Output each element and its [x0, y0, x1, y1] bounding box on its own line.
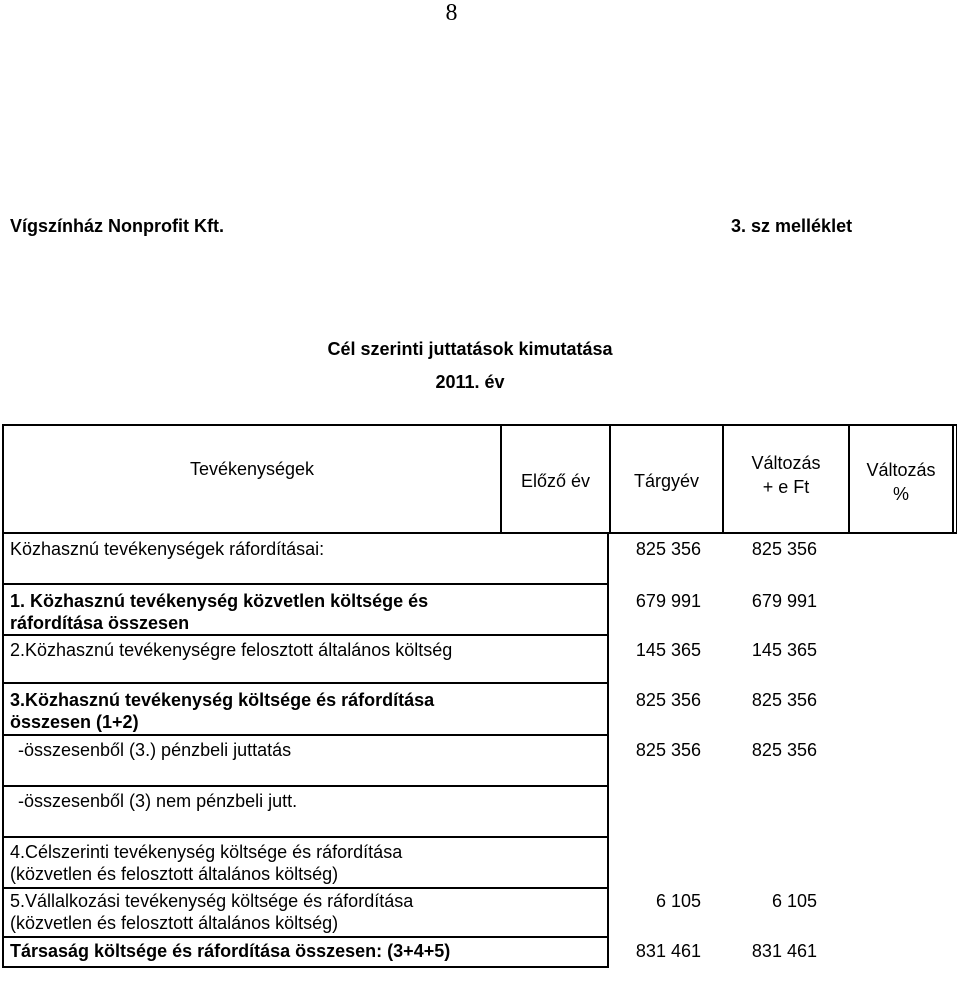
body-col-divider — [607, 534, 609, 968]
header-current-year: Tárgyév — [633, 471, 700, 491]
table-border-left — [2, 424, 4, 967]
row-line-6 — [2, 836, 608, 838]
row-prev-value: 825 356 — [635, 539, 701, 559]
row-line-5 — [2, 785, 608, 787]
document-title: Cél szerinti juttatások kimutatása — [327, 339, 613, 359]
company-name: Vígszínház Nonprofit Kft. — [10, 216, 224, 236]
row-line-4 — [2, 734, 608, 736]
appendix-label: 3. sz melléklet — [731, 216, 853, 236]
row-label — [10, 689, 434, 733]
header-activities: Tevékenységek — [189, 459, 315, 479]
row-curr-value: 825 356 — [751, 740, 817, 760]
row-line-1 — [2, 583, 608, 585]
row-label-line2: összesen (1+2) — [10, 712, 139, 732]
table-border-right-inner — [956, 424, 957, 534]
row-label-line2: ráfordítása összesen — [10, 613, 190, 633]
header-prev-year: Előző év — [520, 471, 591, 491]
table-border-bottom — [2, 966, 608, 968]
header-change-pct-line2: % — [892, 484, 909, 504]
header-change-pct-line1: Változás — [866, 460, 936, 480]
row-prev-value: 6 105 — [655, 891, 701, 911]
document-year: 2011. év — [435, 372, 505, 392]
row-curr-value: 679 991 — [751, 591, 817, 611]
row-label-line1: 3.Közhasznú tevékenység költsége és ráfordítása — [10, 690, 435, 710]
row-line-7 — [2, 887, 608, 889]
header-change-ft — [724, 451, 848, 499]
row-label: -összesenből (3) nem pénzbeli jutt. — [18, 791, 298, 811]
header-divider — [2, 532, 957, 534]
total-curr-value: 831 461 — [751, 941, 817, 961]
row-label-line1: 5.Vállalkozási tevékenység költsége és ráfordítása — [10, 891, 414, 911]
header-change-ft-line2: + e Ft — [762, 477, 810, 497]
table-border-top — [2, 424, 957, 426]
row-line-2 — [2, 634, 608, 636]
row-label: Közhasznú tevékenységek ráfordításai: — [10, 539, 325, 559]
header-change-ft-line1: Változás — [751, 453, 821, 473]
row-prev-value: 825 356 — [635, 740, 701, 760]
table-border-right — [952, 424, 954, 534]
row-curr-value: 6 105 — [771, 891, 817, 911]
row-label: 2.Közhasznú tevékenységre felosztott általános költség — [10, 640, 453, 660]
row-label-line1: 1. Közhasznú tevékenység közvetlen költsége és — [10, 591, 429, 611]
row-curr-value: 825 356 — [751, 539, 817, 559]
row-prev-value: 679 991 — [635, 591, 701, 611]
row-label-line1: 4.Célszerinti tevékenység költsége és ráfordítása — [10, 842, 403, 862]
row-curr-value: 825 356 — [751, 690, 817, 710]
total-prev-value: 831 461 — [635, 941, 701, 961]
row-label-line2: (közvetlen és felosztott általános költség) — [10, 864, 339, 884]
row-label — [10, 590, 428, 634]
row-label-line2: (közvetlen és felosztott általános költség) — [10, 913, 339, 933]
row-prev-value: 825 356 — [635, 690, 701, 710]
row-curr-value: 145 365 — [751, 640, 817, 660]
row-prev-value: 145 365 — [635, 640, 701, 660]
page-number: 8 — [445, 0, 458, 26]
header-change-pct — [850, 458, 952, 506]
row-label — [10, 890, 413, 934]
row-label: -összesenből (3.) pénzbeli juttatás — [18, 740, 292, 760]
row-line-3 — [2, 682, 608, 684]
row-label — [10, 841, 402, 885]
total-row-label: Társaság költsége és ráfordítása összesen: (3+4+5) — [10, 941, 451, 961]
row-line-8 — [2, 936, 608, 938]
